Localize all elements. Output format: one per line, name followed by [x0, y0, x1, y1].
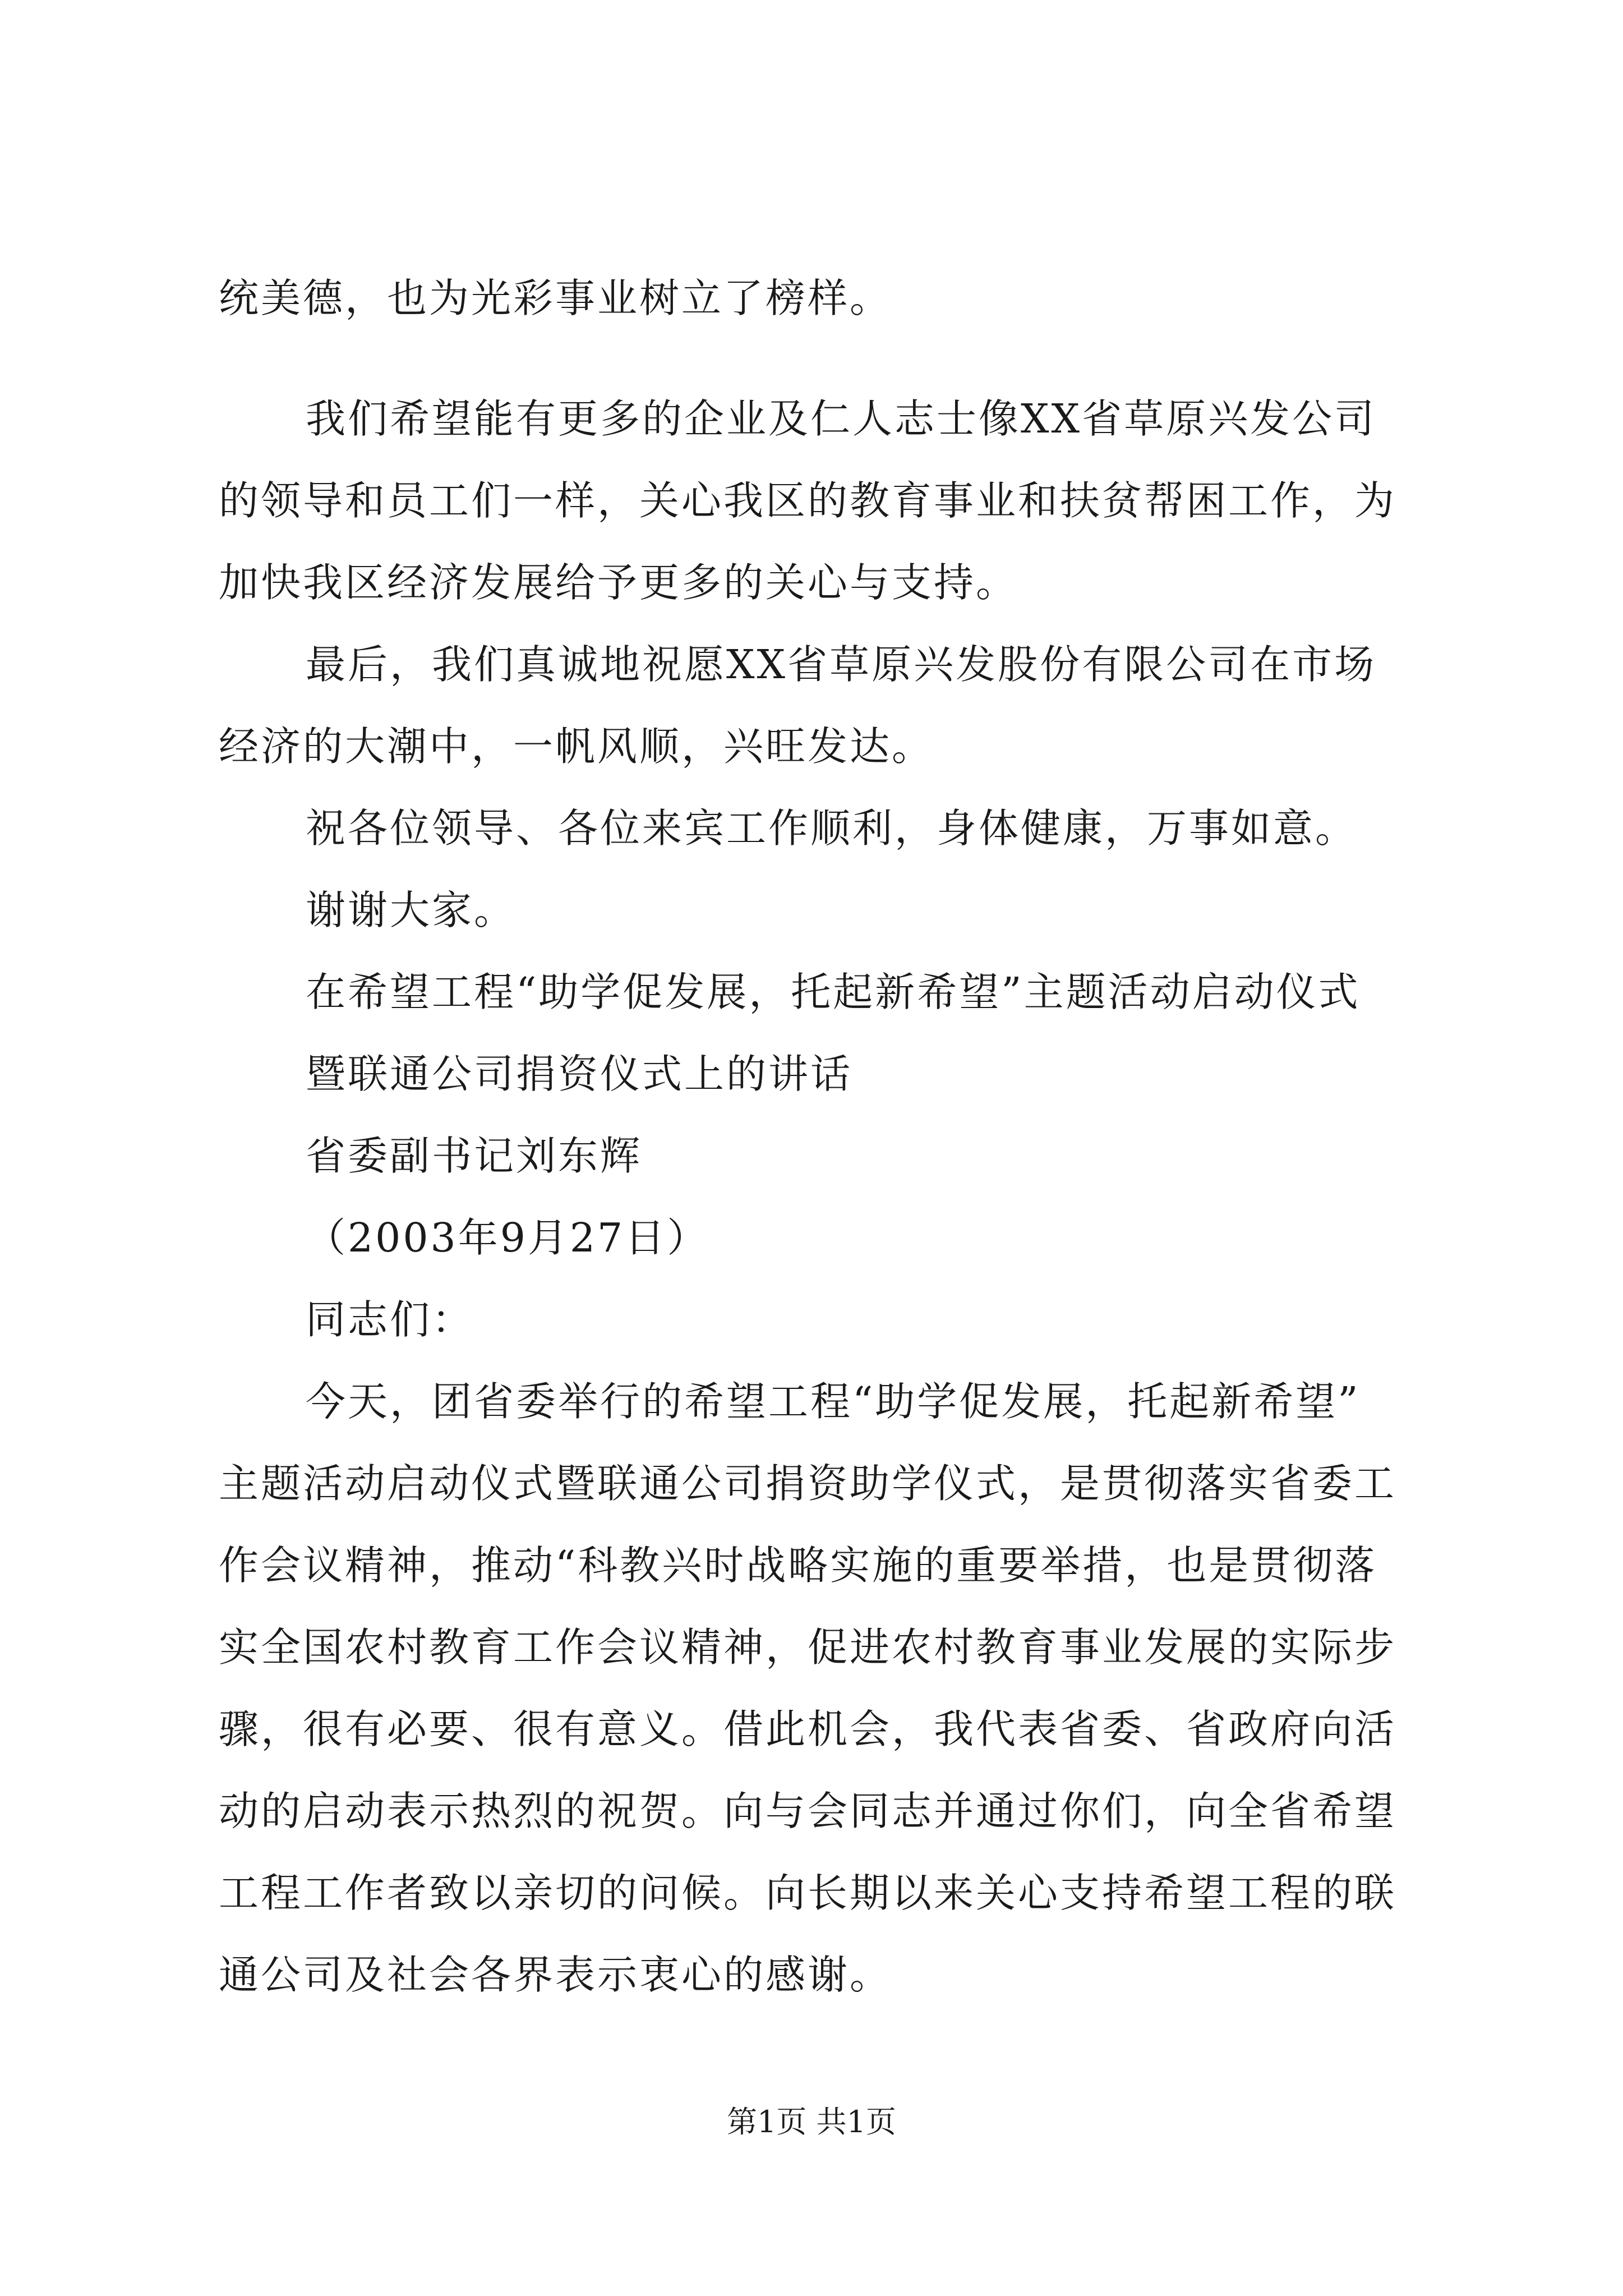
date-line: （2003年9月27日）	[306, 1214, 709, 1261]
body-line-20: 工程工作者致以亲切的问候。向长期以来关心支持希望工程的联	[219, 1870, 1397, 1916]
body-line-4: 加快我区经济发展给予更多的关心与支持。	[219, 559, 1018, 606]
body-line-17: 实全国农村教育工作会议精神，促进农村教育事业发展的实际步	[219, 1624, 1397, 1671]
body-line-6: 经济的大潮中，一帆风顺，兴旺发达。	[219, 723, 934, 770]
body-line-3: 的领导和员工们一样，关心我区的教育事业和扶贫帮困工作，为	[219, 477, 1397, 524]
body-line-21: 通公司及社会各界表示衷心的感谢。	[219, 1952, 892, 1998]
body-line-8: 谢谢大家。	[306, 887, 517, 933]
body-line-18: 骤，很有必要、很有意义。借此机会，我代表省委、省政府向活	[219, 1706, 1397, 1752]
body-line-15: 主题活动启动仪式暨联通公司捐资助学仪式，是贯彻落实省委工	[219, 1460, 1397, 1507]
page-footer: 第1页 共1页	[727, 2104, 896, 2139]
body-line-2: 我们希望能有更多的企业及仁人志士像XX省草原兴发公司	[306, 395, 1377, 442]
speech-title-line-2: 暨联通公司捐资仪式上的讲话	[306, 1051, 853, 1097]
body-line-14: 今天，团省委举行的希望工程“助学促发展，托起新希望”	[306, 1378, 1361, 1425]
speech-title-line-1: 在希望工程“助学促发展，托起新希望”主题活动启动仪式	[306, 969, 1361, 1015]
body-line-1: 统美德，也为光彩事业树立了榜样。	[219, 275, 892, 321]
body-line-7: 祝各位领导、各位来宾工作顺利，身体健康，万事如意。	[306, 805, 1358, 852]
body-line-16: 作会议精神，推动“科教兴时战略实施的重要举措，也是贯彻落	[219, 1542, 1377, 1589]
body-line-19: 动的启动表示热烈的祝贺。向与会同志并通过你们，向全省希望	[219, 1788, 1397, 1834]
salutation-line: 同志们：	[306, 1296, 474, 1343]
speaker-line: 省委副书记刘东辉	[306, 1133, 643, 1179]
body-line-5: 最后，我们真诚地祝愿XX省草原兴发股份有限公司在市场	[306, 641, 1377, 688]
